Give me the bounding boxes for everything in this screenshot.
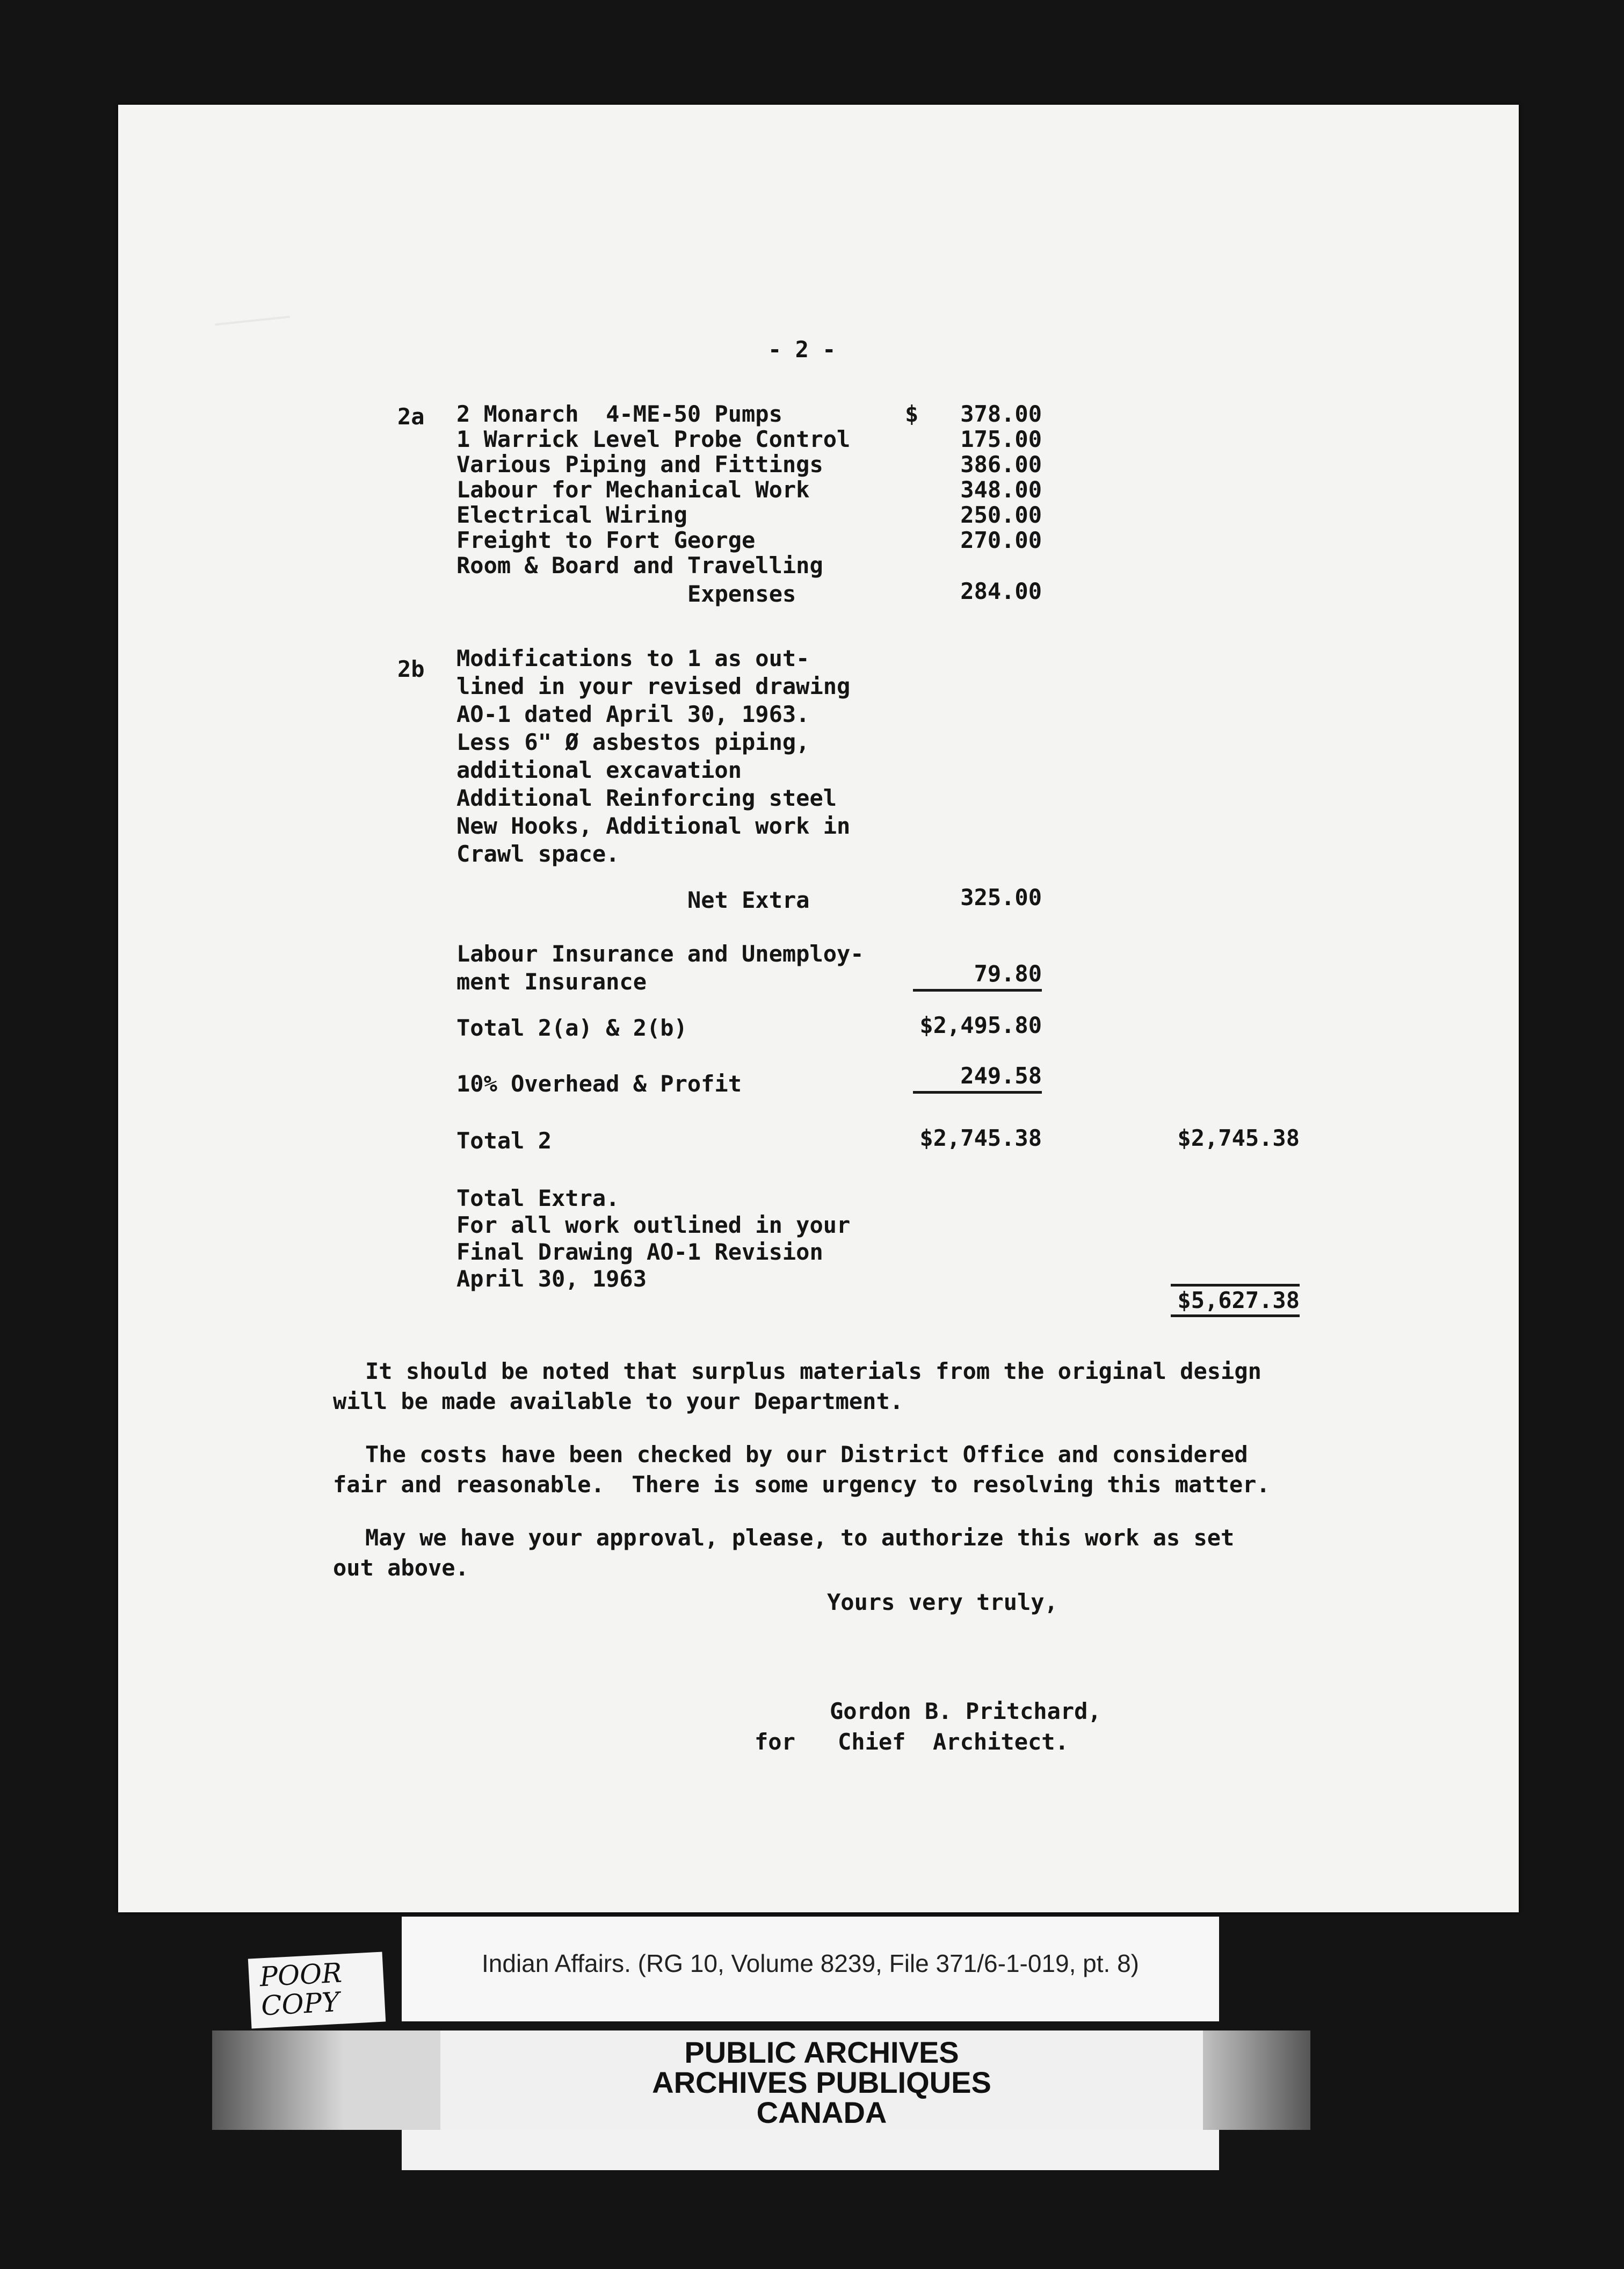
- item-desc: 1 Warrick Level Probe Control: [456, 426, 851, 452]
- total-2-amount: $2,745.38: [919, 1125, 1042, 1151]
- item-amount: 284.00: [960, 578, 1042, 604]
- item-amount: 270.00: [960, 527, 1042, 553]
- net-extra-amount: 325.00: [960, 884, 1042, 911]
- item-desc: 2 Monarch 4-ME-50 Pumps: [456, 401, 782, 427]
- total-2-carried: $2,745.38: [1177, 1125, 1300, 1151]
- item-amount: 378.00: [960, 401, 1042, 427]
- poor-copy-stamp: [248, 1952, 386, 2029]
- bottom-strip: [402, 2130, 1219, 2170]
- insurance-amount: 79.80: [913, 960, 1042, 992]
- section-2b-line: AO-1 dated April 30, 1963.: [456, 701, 810, 727]
- poor-copy-line: COPY: [260, 1986, 340, 2022]
- pen-mark: [215, 316, 290, 326]
- item-desc: Various Piping and Fittings: [456, 451, 823, 478]
- signature-name: Gordon B. Pritchard,: [830, 1698, 1101, 1724]
- total-2ab-label: Total 2(a) & 2(b): [456, 1015, 687, 1041]
- section-2b-line: Crawl space.: [456, 841, 620, 867]
- item-desc: Freight to Fort George: [456, 527, 756, 553]
- total-extra-line: For all work outlined in your: [456, 1212, 851, 1238]
- item-amount: 386.00: [960, 451, 1042, 478]
- paragraph-line: It should be noted that surplus materials from the original design: [365, 1358, 1262, 1384]
- section-2b-line: Modifications to 1 as out-: [456, 645, 810, 671]
- total-extra-line: April 30, 1963: [456, 1266, 647, 1292]
- total-extra-line: Total Extra.: [456, 1185, 620, 1211]
- total-2-label: Total 2: [456, 1128, 552, 1154]
- archives-line: ARCHIVES PUBLIQUES: [652, 2065, 991, 2099]
- item-amount: 175.00: [960, 426, 1042, 452]
- closing: Yours very truly,: [827, 1589, 1058, 1615]
- section-2b-label: 2b: [397, 656, 425, 682]
- dollar-sign: $: [905, 401, 919, 427]
- item-amount: 250.00: [960, 502, 1042, 528]
- grand-total-amount: $5,627.38: [1171, 1284, 1300, 1317]
- archives-line: PUBLIC ARCHIVES: [684, 2035, 959, 2069]
- item-amount: 348.00: [960, 476, 1042, 503]
- page-number: - 2 -: [768, 336, 836, 363]
- section-2b-line: Less 6" Ø asbestos piping,: [456, 729, 810, 755]
- net-extra-label: Net Extra: [687, 887, 810, 913]
- section-2b-line: lined in your revised drawing: [456, 673, 851, 699]
- paragraph-line: fair and reasonable. There is some urgency to resolving this matter.: [333, 1471, 1270, 1498]
- overhead-amount: 249.58: [913, 1062, 1042, 1094]
- signature-title: Chief Architect.: [838, 1729, 1069, 1755]
- item-desc: Room & Board and Travelling: [456, 552, 823, 579]
- item-desc: Labour for Mechanical Work: [456, 476, 810, 503]
- item-desc: Expenses: [687, 581, 796, 607]
- total-extra-line: Final Drawing AO-1 Revision: [456, 1239, 823, 1265]
- archives-line: CANADA: [756, 2095, 887, 2129]
- insurance-line: Labour Insurance and Unemploy-: [456, 941, 864, 967]
- reference-text: Indian Affairs. (RG 10, Volume 8239, File 371/6-1-019, pt. 8): [482, 1949, 1139, 1977]
- section-2b-line: additional excavation: [456, 757, 742, 783]
- poor-copy-line: POOR: [259, 1957, 343, 1993]
- reference-label: [402, 1917, 1219, 2021]
- signature-for: for: [755, 1729, 795, 1755]
- paragraph-line: May we have your approval, please, to authorize this work as set: [365, 1524, 1235, 1551]
- paragraph-line: will be made available to your Department.: [333, 1388, 904, 1414]
- section-2a-label: 2a: [397, 403, 425, 430]
- paragraph-line: out above.: [333, 1555, 469, 1581]
- section-2b-line: Additional Reinforcing steel: [456, 785, 837, 811]
- total-2ab-amount: $2,495.80: [919, 1012, 1042, 1038]
- section-2b-line: New Hooks, Additional work in: [456, 813, 851, 839]
- overhead-label: 10% Overhead & Profit: [456, 1071, 742, 1097]
- item-desc: Electrical Wiring: [456, 502, 687, 528]
- letter-page: [118, 105, 1519, 1912]
- paragraph-line: The costs have been checked by our District Office and considered: [365, 1441, 1248, 1468]
- insurance-line: ment Insurance: [456, 969, 647, 995]
